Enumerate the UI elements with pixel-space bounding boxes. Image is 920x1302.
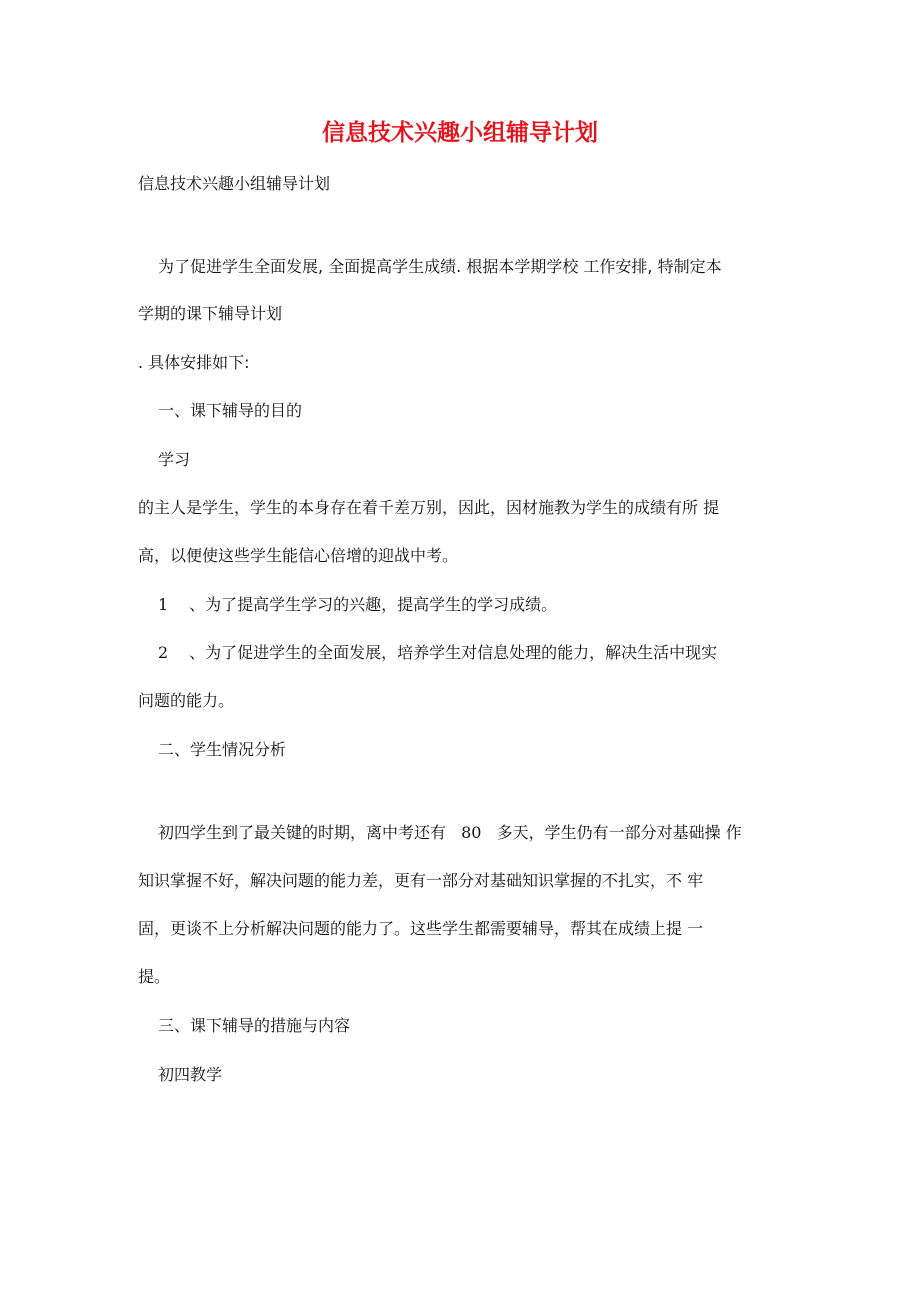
list-item-1-text: 、为了提高学生学习的兴趣，提高学生的学习成绩。 xyxy=(189,595,558,614)
section1-paragraph-line-1: 的主人是学生，学生的本身存在着千差万别，因此，因材施教为学生的成绩有所 提 xyxy=(138,498,720,517)
section2-line-1-start: 初四学生到了最关键的时期，离中考还有 xyxy=(158,823,447,842)
list-item-2-number: 2 xyxy=(158,643,169,662)
section2-line-4: 提。 xyxy=(138,967,171,986)
section2-line-3: 固，更谈不上分析解决问题的能力了。这些学生都需要辅导，帮其在成绩上提 一 xyxy=(138,919,704,938)
section1-paragraph-line-2: 高，以便使这些学生能信心倍增的迎战中考。 xyxy=(138,546,459,565)
section1-word: 学习 xyxy=(158,450,191,469)
list-item-2-text: 、为了促进学生的全面发展，培养学生对信息处理的能力，解决生活中现实 xyxy=(189,643,718,662)
intro-line-3: . 具体安排如下: xyxy=(138,353,250,372)
section2-line-1-end: 多天，学生仍有一部分对基础操 作 xyxy=(496,823,742,842)
section3-subheading: 初四教学 xyxy=(158,1065,223,1084)
list-item-1 xyxy=(158,595,557,615)
section2-days-number: 80 xyxy=(461,823,482,842)
section2-heading: 二、学生情况分析 xyxy=(158,740,287,759)
section1-heading: 一、课下辅导的目的 xyxy=(158,401,303,420)
list-item-2 xyxy=(158,643,717,663)
section3-heading: 三、课下辅导的措施与内容 xyxy=(158,1016,351,1035)
list-item-1-number: 1 xyxy=(158,595,169,614)
intro-line-1: 为了促进学生全面发展, 全面提高学生成绩. 根据本学期学校 工作安排, 特制定本 xyxy=(158,257,722,276)
document-title: 信息技术兴趣小组辅导计划 xyxy=(322,120,598,146)
intro-line-2: 学期的课下辅导计划 xyxy=(138,304,283,323)
section2-line-1 xyxy=(158,823,742,843)
document-subtitle: 信息技术兴趣小组辅导计划 xyxy=(138,174,331,193)
section2-line-2: 知识掌握不好，解决问题的能力差，更有一部分对基础知识掌握的不扎实，不 牢 xyxy=(138,871,704,890)
list-item-2-continuation: 问题的能力。 xyxy=(138,691,235,710)
